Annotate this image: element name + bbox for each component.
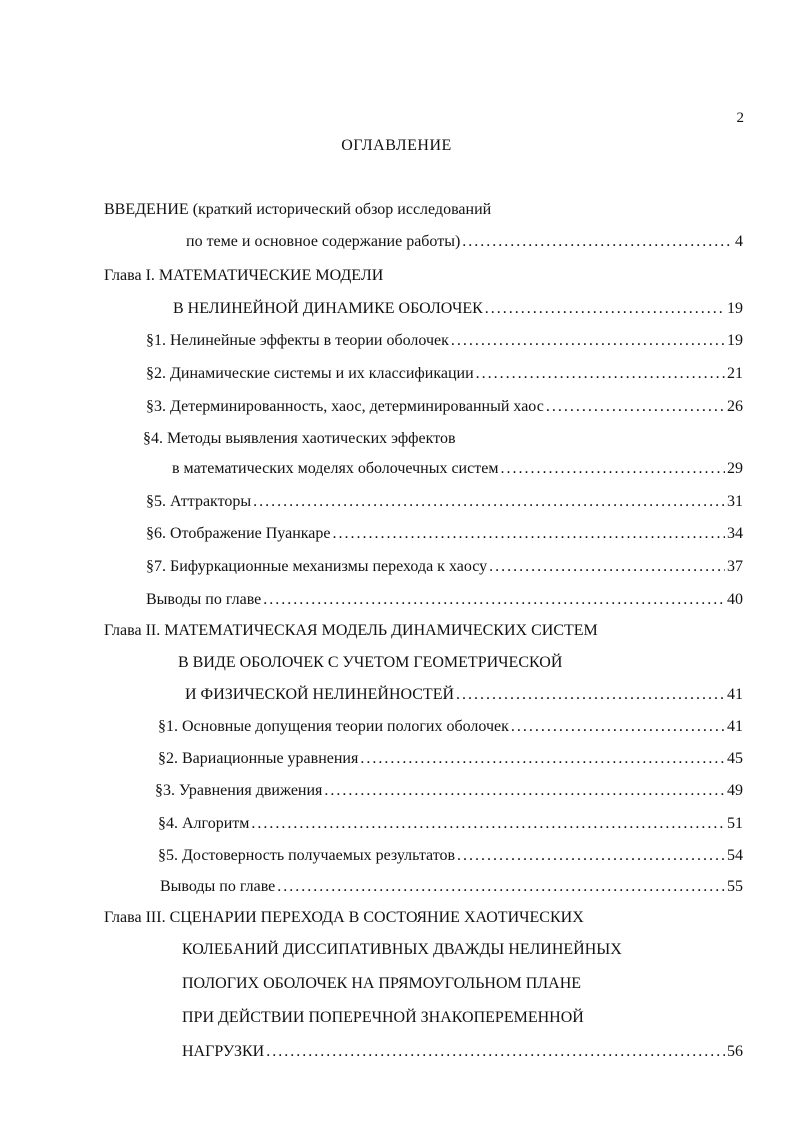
toc-entry-text: §7. Бифуркационные механизмы перехода к хаосу (146, 558, 488, 575)
toc-line (0, 683, 793, 707)
toc-entry-page: 51 (727, 815, 743, 832)
toc-line (0, 779, 793, 803)
toc-leader-dots (485, 297, 725, 321)
toc-leader-dots (333, 522, 726, 546)
toc-leader-dots (266, 1040, 725, 1064)
toc-leader-dots (263, 588, 725, 612)
toc-leader-dots (457, 844, 725, 868)
toc-line (0, 362, 793, 386)
toc-line (0, 555, 793, 579)
toc-entry-page: 37 (727, 558, 743, 575)
toc-entry-text: ПОЛОГИХ ОБОЛОЧЕК НА ПРЯМОУГОЛЬНОМ ПЛАНЕ (182, 975, 582, 992)
toc-line (0, 938, 793, 962)
toc-entry-text: Выводы по главе (146, 591, 262, 608)
toc-entry-page: 26 (727, 398, 743, 415)
toc-line (0, 812, 793, 836)
toc-line (0, 230, 793, 254)
toc-line (0, 297, 793, 321)
toc-line (0, 457, 793, 481)
toc-leader-dots (500, 457, 725, 481)
toc-leader-dots (546, 395, 725, 419)
toc-leader-dots (489, 555, 725, 579)
toc-line (0, 198, 793, 222)
toc-leader-dots (511, 715, 725, 739)
toc-line (0, 427, 793, 451)
toc-entry-page: 29 (727, 460, 743, 477)
toc-entry-text: §4. Алгоритм (158, 815, 250, 832)
toc-entry-text: §3. Уравнения движения (155, 782, 323, 799)
toc-entry-text: Глава II. МАТЕМАТИЧЕСКАЯ МОДЕЛЬ ДИНАМИЧЕСКИХ СИСТЕМ (104, 622, 598, 639)
toc-line (0, 844, 793, 868)
toc-line (0, 264, 793, 288)
toc-line (0, 395, 793, 419)
toc-line (0, 490, 793, 514)
toc-entry-text: §3. Детерминированность, хаос, детерминированный хаос (146, 398, 544, 415)
toc-line (0, 651, 793, 675)
toc-line (0, 906, 793, 930)
toc-entry-text: по теме и основное содержание работы) (186, 233, 461, 250)
toc-entry-page: 55 (727, 878, 743, 895)
toc-entry-text: §5. Аттракторы (146, 493, 252, 510)
toc-line (0, 1006, 793, 1030)
toc-entry-text: ПРИ ДЕЙСТВИИ ПОПЕРЕЧНОЙ ЗНАКОПЕРЕМЕННОЙ (182, 1009, 584, 1026)
toc-entry-text: В ВИДЕ ОБОЛОЧЕК С УЧЕТОМ ГЕОМЕТРИЧЕСКОЙ (178, 654, 563, 671)
page-title: ОГЛАВЛЕНИЕ (341, 137, 452, 154)
toc-entry-page: 40 (727, 591, 743, 608)
toc-leader-dots (456, 683, 725, 707)
toc-leader-dots (451, 329, 725, 353)
toc-entry-page: 34 (727, 525, 743, 542)
toc-line (0, 715, 793, 739)
toc-entry-text: в математических моделях оболочечных систем (172, 460, 499, 477)
toc-entry-page: 41 (727, 686, 743, 703)
toc-entry-text: В НЕЛИНЕЙНОЙ ДИНАМИКЕ ОБОЛОЧЕК (173, 300, 483, 317)
toc-entry-text: §1. Основные допущения теории пологих оболочек (158, 718, 509, 735)
toc-entry-text: Выводы по главе (160, 878, 276, 895)
toc-entry-page: 54 (727, 847, 743, 864)
toc-leader-dots (277, 875, 725, 899)
toc-entry-text: НАГРУЗКИ (182, 1043, 265, 1060)
toc-line (0, 619, 793, 643)
toc-line (0, 1040, 793, 1064)
toc-leader-dots (251, 812, 725, 836)
toc-entry-page: 19 (727, 300, 743, 317)
toc-entry-text: §6. Отображение Пуанкаре (146, 525, 331, 542)
toc-line (0, 972, 793, 996)
page-number: 2 (736, 110, 744, 126)
toc-entry-page: 56 (727, 1043, 743, 1060)
toc-line (0, 875, 793, 899)
toc-leader-dots (360, 747, 725, 771)
toc-entry-page: 49 (727, 782, 743, 799)
toc-line (0, 588, 793, 612)
toc-line (0, 522, 793, 546)
toc-leader-dots (253, 490, 725, 514)
toc-entry-text: И ФИЗИЧЕСКОЙ НЕЛИНЕЙНОСТЕЙ (185, 686, 455, 703)
toc-leader-dots (476, 362, 725, 386)
toc-entry-page: 21 (727, 365, 743, 382)
toc-entry-text: §2. Динамические системы и их классификации (146, 365, 474, 382)
toc-entry-page: 4 (735, 233, 743, 250)
toc-leader-dots (324, 779, 725, 803)
toc-entry-text: §5. Достоверность получаемых результатов (158, 847, 456, 864)
toc-entry-page: 45 (727, 750, 743, 767)
toc-line (0, 329, 793, 353)
toc-entry-text: Глава I. МАТЕМАТИЧЕСКИЕ МОДЕЛИ (104, 267, 384, 284)
toc-entry-text: КОЛЕБАНИЙ ДИССИПАТИВНЫХ ДВАЖДЫ НЕЛИНЕЙНЫХ (182, 941, 622, 958)
toc-entry-page: 41 (727, 718, 743, 735)
toc-entry-page: 19 (727, 332, 743, 349)
toc-entry-text: Глава III. СЦЕНАРИИ ПЕРЕХОДА В СОСТОЯНИЕ ХАОТИЧЕСКИХ (104, 909, 584, 926)
toc-entry-text: §1. Нелинейные эффекты в теории оболочек (146, 332, 449, 349)
toc-leader-dots (462, 230, 733, 254)
toc-entry-text: §2. Вариационные уравнения (158, 750, 359, 767)
toc-entry-text: §4. Методы выявления хаотических эффектов (143, 430, 456, 447)
toc-entry-page: 31 (727, 493, 743, 510)
toc-entry-text: ВВЕДЕНИЕ (краткий исторический обзор исследований (104, 201, 492, 218)
toc-line (0, 747, 793, 771)
